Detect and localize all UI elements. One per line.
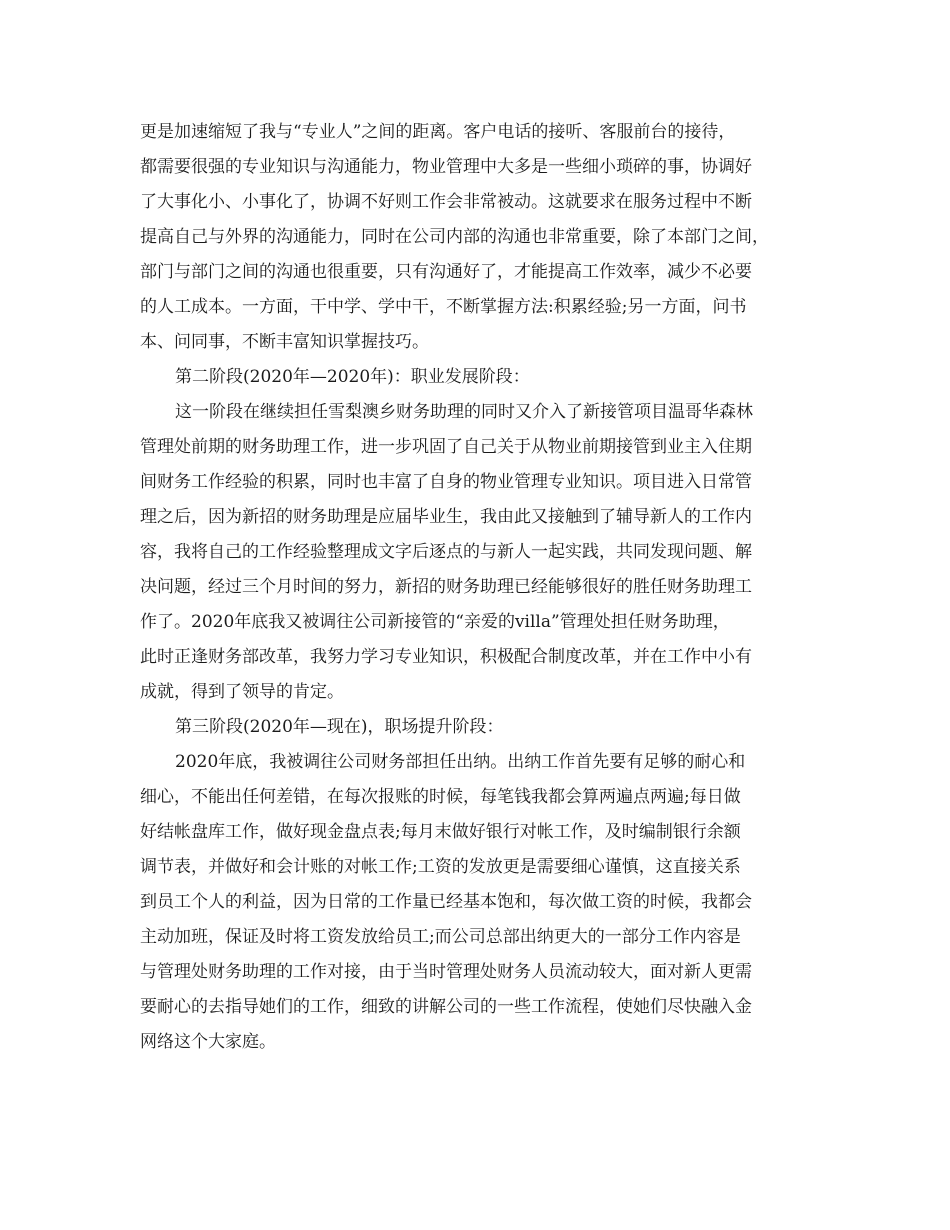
text-line: 提高自己与外界的沟通能力，同时在公司内部的沟通也非常重要，除了本部门之间， bbox=[140, 227, 769, 247]
text-line: 主动加班，保证及时将工资发放给员工;而公司总部出纳更大的一部分工作内容是 bbox=[140, 927, 741, 947]
text-line: 成就，得到了领导的肯定。 bbox=[140, 682, 344, 702]
text-line: 都需要很强的专业知识与沟通能力，物业管理中大多是一些细小琐碎的事，协调好 bbox=[140, 157, 752, 177]
text-line: 的人工成本。一方面，干中学、学中干，不断掌握方法:积累经验;另一方面，问书 bbox=[140, 297, 747, 317]
text-line: 要耐心的去指导她们的工作，细致的讲解公司的一些工作流程，使她们尽快融入金 bbox=[140, 997, 752, 1017]
text-line: 容，我将自己的工作经验整理成文字后逐点的与新人一起实践，共同发现问题、解 bbox=[140, 542, 752, 562]
text-line: 2020年底，我被调往公司财务部担任出纳。出纳工作首先要有足够的耐心和 bbox=[175, 752, 746, 772]
text-line: 此时正逢财务部改革，我努力学习专业知识，积极配合制度改革，并在工作中小有 bbox=[140, 647, 752, 667]
text-line: 部门与部门之间的沟通也很重要，只有沟通好了，才能提高工作效率，减少不必要 bbox=[140, 262, 752, 282]
text-line: 这一阶段在继续担任雪梨澳乡财务助理的同时又介入了新接管项目温哥华森林 bbox=[175, 402, 753, 422]
text-line: 决问题，经过三个月时间的努力，新招的财务助理已经能够很好的胜任财务助理工 bbox=[140, 577, 752, 597]
text-line: 调节表，并做好和会计账的对帐工作;工资的发放更是需要细心谨慎，这直接关系 bbox=[140, 857, 741, 877]
text-line: 与管理处财务助理的工作对接，由于当时管理处财务人员流动较大，面对新人更需 bbox=[140, 962, 752, 982]
text-line: 网络这个大家庭。 bbox=[140, 1032, 276, 1052]
text-line: 好结帐盘库工作，做好现金盘点表;每月末做好银行对帐工作，及时编制银行余额 bbox=[140, 822, 741, 842]
text-line: 间财务工作经验的积累，同时也丰富了自身的物业管理专业知识。项目进入日常管 bbox=[140, 472, 752, 492]
section-heading: 第二阶段(2020年—2020年)：职业发展阶段： bbox=[175, 367, 530, 387]
text-line: 了大事化小、小事化了，协调不好则工作会非常被动。这就要求在服务过程中不断 bbox=[140, 192, 752, 212]
section-heading: 第三阶段(2020年—现在)，职场提升阶段： bbox=[175, 717, 504, 737]
text-line: 到员工个人的利益，因为日常的工作量已经基本饱和，每次做工资的时候，我都会 bbox=[140, 892, 752, 912]
text-line: 细心，不能出任何差错，在每次报账的时候，每笔钱我都会算两遍点两遍;每日做 bbox=[140, 787, 741, 807]
text-line: 作了。2020年底我又被调往公司新接管的“亲爱的villa”管理处担任财务助理， bbox=[140, 612, 730, 632]
text-line: 管理处前期的财务助理工作，进一步巩固了自己关于从物业前期接管到业主入住期 bbox=[140, 437, 752, 457]
text-line: 更是加速缩短了我与“专业人”之间的距离。客户电话的接听、客服前台的接待， bbox=[140, 122, 736, 142]
text-line: 理之后，因为新招的财务助理是应届毕业生，我由此又接触到了辅导新人的工作内 bbox=[140, 507, 752, 527]
text-line: 本、问同事，不断丰富知识掌握技巧。 bbox=[140, 332, 429, 352]
